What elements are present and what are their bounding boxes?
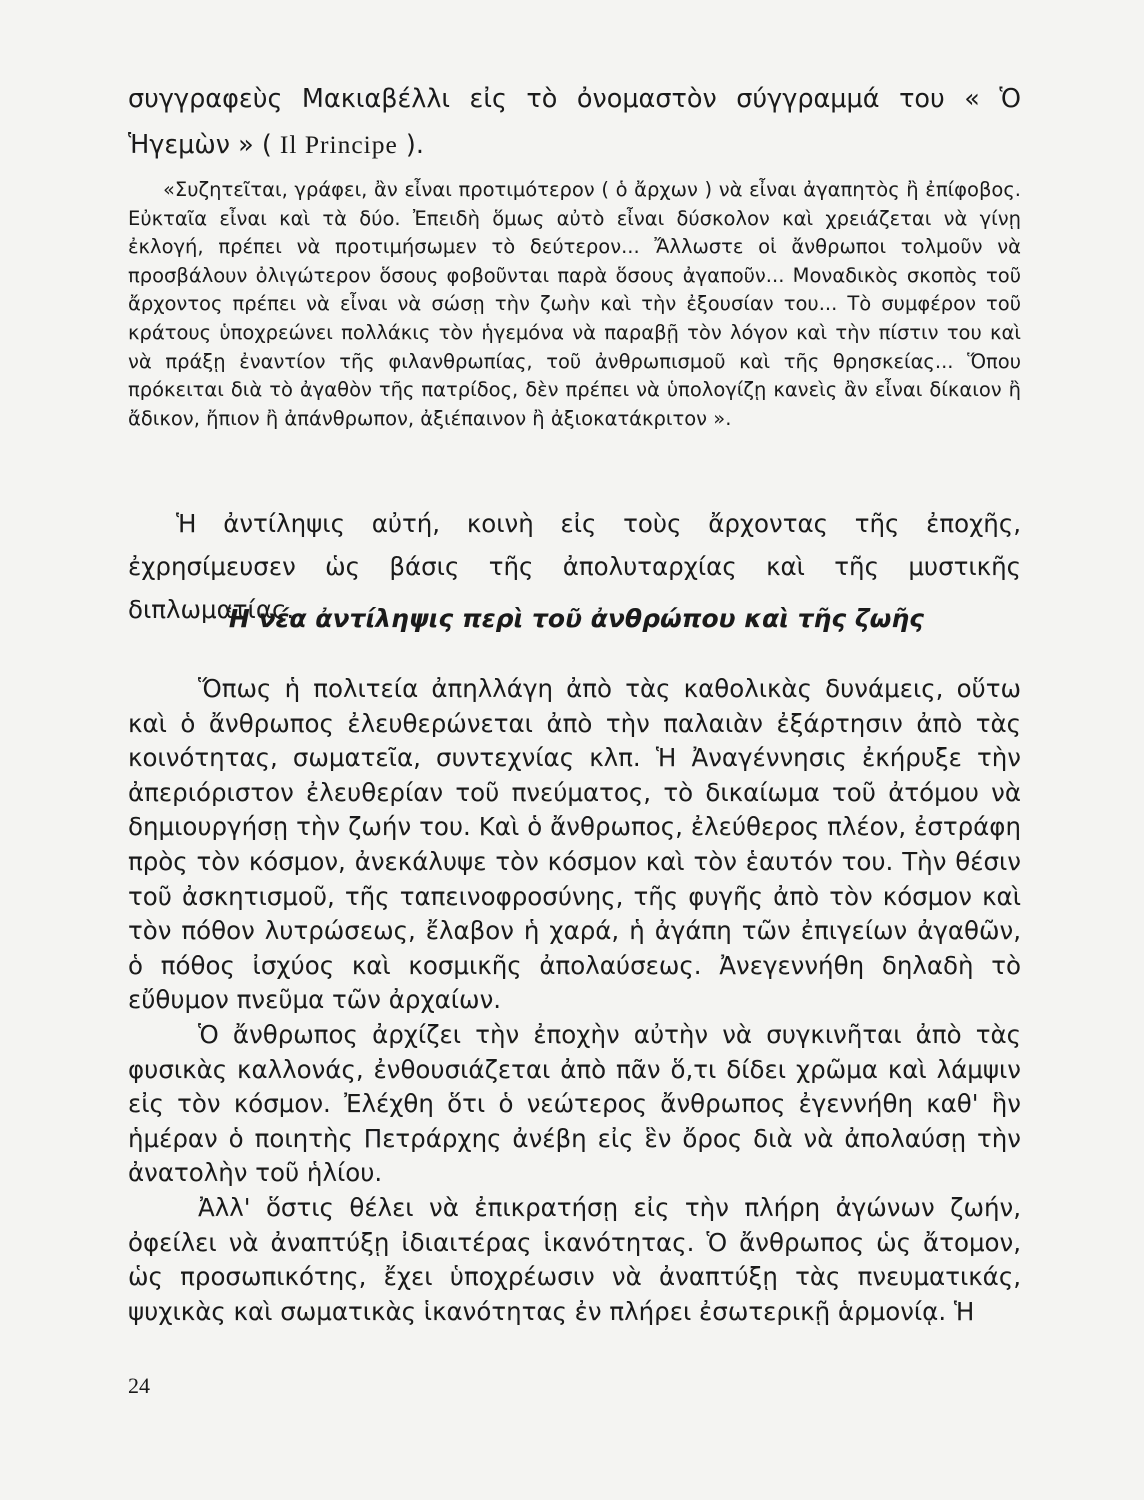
latin-book-title: Il Principe (279, 130, 398, 159)
page-number: 24 (128, 1373, 150, 1398)
body-paragraph-1: Ὅπως ἡ πολιτεία ἀπηλλάγη ἀπὸ τὰς καθολικὰς δυνάμεις, οὕτω καὶ ὁ ἄνθρωπος ἐλευθερώνεται ἀπὸ τὴν παλαιὰν ἐξάρτησιν ἀπὸ τὰς κοινότητας, σωματεῖα, συντεχνίας κλπ. Ἡ Ἀναγέννησις ἐκήρυξε τὴν ἀπεριόριστον ἐλευθερίαν τοῦ πνεύματος, τὸ δικαίωμα τοῦ ἀτόμου νὰ δημιουργήσῃ τὴν ζωήν του. Καὶ ὁ ἄνθρωπος, ἐλεύθερος πλέον, ἐστράφη πρὸς τὸν κόσμον, ἀνεκάλυψε τὸν κόσμον καὶ τὸν ἑαυτόν του. Τὴν θέσιν τοῦ ἀσκητισμοῦ, τῆς ταπεινοφροσύνης, τῆς φυγῆς ἀπὸ τὸν κόσμον καὶ τὸν πόθον λυτρώσεως, ἔλαβον ἡ χαρά, ἡ ἀγάπη τῶν ἐπιγείων ἀγαθῶν, ὁ πόθος ἰσχύος καὶ κοσμικῆς ἀπολαύσεως. Ἀνεγεννήθη δηλαδὴ τὸ εὔθυμον πνεῦμα τῶν ἀρχαίων. (128, 674, 1021, 1015)
machiavelli-quote: «Συζητεῖται, γράφει, ἂν εἶναι προτιμότερον ( ὁ ἄρχων ) νὰ εἶναι ἀγαπητὸς ἢ ἐπίφοβος. Εὐκταῖα εἶναι καὶ τὰ δύο. Ἐπειδὴ ὅμως αὐτὸ εἶναι δύσκολον καὶ χρειάζεται νὰ γίνῃ ἐκλογή, πρέπει νὰ προτιμήσωμεν τὸ δεύτερον... Ἄλλωστε οἱ ἄνθρωποι τολμοῦν νὰ προσβάλουν ὀλιγώτερον ὅσους φοβοῦνται παρὰ ὅσους ἀγαποῦν... Μοναδικὸς σκοπὸς τοῦ ἄρχοντος πρέπει νὰ εἶναι νὰ σώσῃ τὴν ζωὴν καὶ τὴν ἐξουσίαν του... Τὸ συμφέρον τοῦ κράτους ὑποχρεώνει πολλάκις τὸν ἡγεμόνα νὰ παραβῇ τὸν λόγον καὶ τὴν πίστιν του καὶ νὰ πράξῃ ἐναντίον τῆς φιλανθρωπίας, τοῦ ἀνθρωπισμοῦ καὶ τῆς θρησκείας... Ὅπου πρόκειται διὰ τὸ ἀγαθὸν τῆς πατρίδος, δὲν πρέπει νὰ ὑπολογίζῃ κανεὶς ἂν εἶναι δίκαιον ἢ ἄδικον, ἤπιον ἢ ἀπάνθρωπον, ἀξιέπαινον ἢ ἀξιοκατάκριτον ». (128, 178, 1021, 430)
section-heading: Ἡ νέα ἀντίληψις περὶ τοῦ ἀνθρώπου καὶ τῆς ζωῆς (226, 604, 924, 633)
body-text (128, 672, 1021, 1329)
body-paragraph-2: Ὁ ἄνθρωπος ἀρχίζει τὴν ἐποχὴν αὐτὴν νὰ συγκινῆται ἀπὸ τὰς φυσικὰς καλλονάς, ἐνθουσιάζεται ἀπὸ πᾶν ὅ,τι δίδει χρῶμα καὶ λάμψιν εἰς τὸν κόσμον. Ἐλέχθη ὅτι ὁ νεώτερος ἄνθρωπος ἐγεννήθη καθ' ἣν ἡμέραν ὁ ποιητὴς Πετράρχης ἀνέβη εἰς ἓν ὄρος διὰ νὰ ἀπολαύσῃ τὴν ἀνατολὴν τοῦ ἡλίου. (128, 1019, 1021, 1188)
intro-paragraph (128, 76, 1021, 168)
intro-text-after: ). (405, 130, 424, 160)
intro-text-before: συγγραφεὺς Μακιαβέλλι εἰς τὸ ὀνομαστὸν σύγγραμμά του « Ὁ Ἡγεμὼν » ( (128, 84, 1021, 160)
body-paragraph-3: Ἀλλ' ὅστις θέλει νὰ ἐπικρατήσῃ εἰς τὴν πλήρη ἀγώνων ζωήν, ὀφείλει νὰ ἀναπτύξῃ ἰδιαιτέρας ἱκανότητας. Ὁ ἄνθρωπος ὡς ἄτομον, ὡς προσωπικότης, ἔχει ὑποχρέωσιν νὰ ἀναπτύξῃ τὰς πνευματικάς, ψυχικὰς καὶ σωματικὰς ἱκανότητας ἐν πλήρει ἐσωτερικῇ ἁρμονίᾳ. Ἡ (128, 1192, 1021, 1326)
summary-paragraph: Ἡ ἀντίληψις αὐτή, κοινὴ εἰς τοὺς ἄρχοντας τῆς ἐποχῆς, ἐχρησίμευσεν ὡς βάσις τῆς ἀπολυταρχίας καὶ τῆς μυστικῆς διπλωματίας. (128, 509, 1021, 624)
